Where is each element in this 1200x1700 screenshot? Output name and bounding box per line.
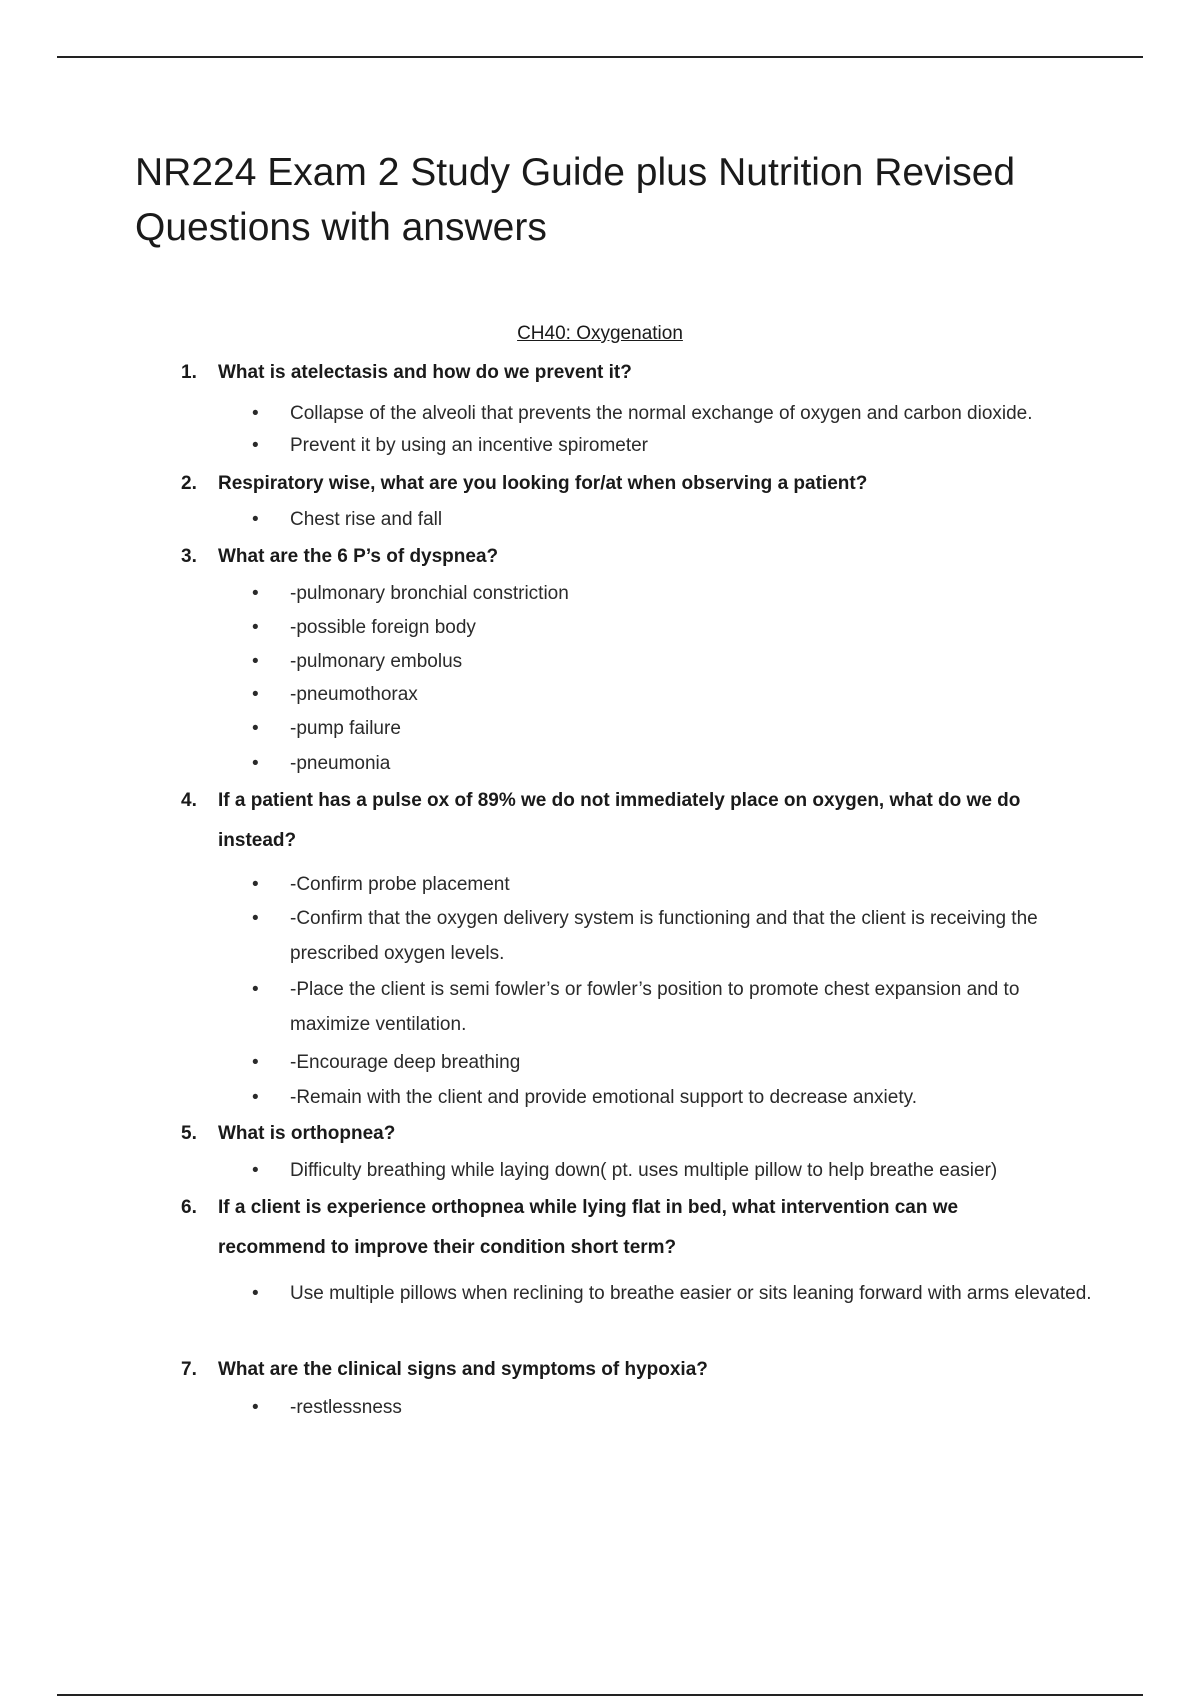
question-number: 4.	[181, 790, 197, 811]
answer-item	[252, 711, 1102, 746]
question-item	[181, 353, 1081, 393]
question-item	[181, 1114, 1081, 1154]
answer-text: -Encourage deep breathing	[290, 1052, 521, 1073]
answer-item	[252, 867, 1102, 902]
question-item	[181, 464, 1081, 504]
top-page-rule	[57, 56, 1143, 58]
answer-item	[252, 1153, 1102, 1188]
answer-item	[252, 1390, 1102, 1425]
answer-text: -pulmonary bronchial constriction	[290, 583, 569, 604]
answer-item	[252, 610, 1102, 645]
bullet-icon: •	[252, 753, 259, 774]
answer-text: -pump failure	[290, 718, 401, 739]
bullet-icon: •	[252, 979, 259, 1000]
answer-item	[252, 1276, 1102, 1311]
answer-text: -restlessness	[290, 1397, 402, 1418]
question-text: What is atelectasis and how do we prevent it?	[218, 362, 632, 383]
question-text: If a client is experience orthopnea while lying flat in bed, what intervention can we recommend to improve their condition short term?	[218, 1197, 959, 1258]
question-number: 3.	[181, 546, 197, 567]
bullet-icon: •	[252, 874, 259, 895]
bullet-icon: •	[252, 1087, 259, 1108]
question-item	[181, 781, 1081, 861]
bullet-icon: •	[252, 1052, 259, 1073]
bullet-icon: •	[252, 718, 259, 739]
answer-text: Use multiple pillows when reclining to breathe easier or sits leaning forward with arms elevated.	[290, 1283, 1092, 1304]
answer-item	[252, 428, 1102, 463]
bullet-icon: •	[252, 684, 259, 705]
answer-item	[252, 1080, 1102, 1115]
question-item	[181, 537, 1081, 577]
answer-text: -Confirm that the oxygen delivery system is functioning and that the client is receiving the prescribed oxygen levels.	[290, 908, 1038, 964]
answer-text: -possible foreign body	[290, 617, 476, 638]
answer-text: Chest rise and fall	[290, 509, 443, 530]
answer-item	[252, 972, 1102, 1042]
question-text: What are the clinical signs and symptoms of hypoxia?	[218, 1359, 708, 1380]
question-number: 7.	[181, 1359, 197, 1380]
bullet-icon: •	[252, 403, 259, 424]
answer-item	[252, 502, 1102, 537]
answer-text: Prevent it by using an incentive spirometer	[290, 435, 649, 456]
answer-item	[252, 1045, 1102, 1080]
bullet-icon: •	[252, 617, 259, 638]
question-text: Respiratory wise, what are you looking for/at when observing a patient?	[218, 473, 868, 494]
answer-item	[252, 746, 1102, 781]
answer-item	[252, 901, 1102, 971]
question-item	[181, 1188, 1081, 1268]
bullet-icon: •	[252, 1397, 259, 1418]
question-text: What is orthopnea?	[218, 1123, 396, 1144]
answer-item	[252, 644, 1102, 679]
answer-text: -Confirm probe placement	[290, 874, 510, 895]
question-number: 1.	[181, 362, 197, 383]
answer-text: -pneumothorax	[290, 684, 418, 705]
bullet-icon: •	[252, 583, 259, 604]
answer-item	[252, 576, 1102, 611]
answer-item	[252, 396, 1102, 431]
answer-text: Collapse of the alveoli that prevents the normal exchange of oxygen and carbon dioxide.	[290, 403, 1033, 424]
bullet-icon: •	[252, 509, 259, 530]
answer-text: -Remain with the client and provide emotional support to decrease anxiety.	[290, 1087, 917, 1108]
answer-text: -Place the client is semi fowler’s or fowler’s position to promote chest expansion and to maximize ventilation.	[290, 979, 1020, 1035]
bottom-page-rule	[57, 1694, 1143, 1696]
bullet-icon: •	[252, 435, 259, 456]
question-number: 6.	[181, 1197, 197, 1218]
bullet-icon: •	[252, 908, 259, 929]
question-number: 5.	[181, 1123, 197, 1144]
answer-text: -pneumonia	[290, 753, 391, 774]
section-heading: CH40: Oxygenation	[517, 323, 683, 344]
question-number: 2.	[181, 473, 197, 494]
answer-text: -pulmonary embolus	[290, 651, 463, 672]
document-title: NR224 Exam 2 Study Guide plus Nutrition Revised Questions with answers	[135, 151, 1016, 249]
answer-text: Difficulty breathing while laying down( pt. uses multiple pillow to help breathe easier)	[290, 1160, 998, 1181]
question-text: If a patient has a pulse ox of 89% we do not immediately place on oxygen, what do we do instead?	[218, 790, 1021, 851]
answer-item	[252, 677, 1102, 712]
bullet-icon: •	[252, 651, 259, 672]
question-text: What are the 6 P’s of dyspnea?	[218, 546, 499, 567]
bullet-icon: •	[252, 1283, 259, 1304]
bullet-icon: •	[252, 1160, 259, 1181]
question-item	[181, 1350, 1081, 1390]
